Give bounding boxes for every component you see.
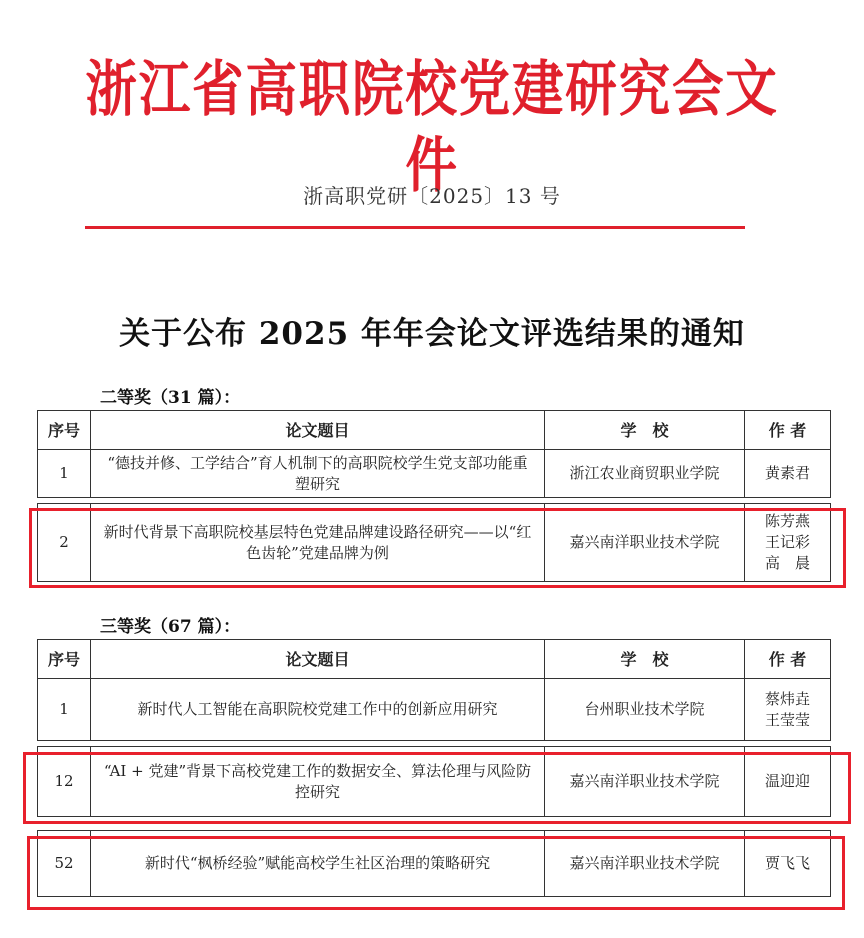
document-number: 浙高职党研〔2025〕13 号 [303,184,561,208]
row-school: 嘉兴南洋职业技术学院 [545,831,745,897]
author-name: 王记彩 [764,533,810,551]
author-name: 蔡炜垚 [764,689,810,708]
document-masthead: 浙江省高职院校党建研究会文件 [85,55,779,201]
author-name: 陈芳燕 [764,512,810,530]
highlight-box-third-prize-row-12 [23,752,851,824]
row-school: 嘉兴南洋职业技术学院 [545,504,745,582]
row-no: 2 [38,504,91,582]
row-topic: 新时代背景下高职院校基层特色党建品牌建设路径研究——以“红色齿轮”党建品牌为例 [91,504,545,582]
row-author [745,679,831,741]
col-no-header: 序号 [38,411,91,450]
row-topic: 新时代“枫桥经验”赋能高校学生社区治理的策略研究 [91,831,545,897]
col-topic-header: 论文题目 [91,640,545,679]
notice-title: 关于公布 2025 年年会论文评选结果的通知 [119,316,745,352]
row-topic: “AI + 党建”背景下高校党建工作的数据安全、算法伦理与风险防控研究 [91,747,545,817]
table-header-row [38,411,831,450]
table-row [38,450,831,498]
row-author: 黄素君 [745,450,831,498]
author-name: 高 晨 [764,554,810,572]
row-author: 贾飞飞 [745,831,831,897]
row-school: 浙江农业商贸职业学院 [545,450,745,498]
row-topic: 新时代人工智能在高职院校党建工作中的创新应用研究 [91,679,545,741]
table-header-row [38,640,831,679]
col-author-header: 作 者 [745,411,831,450]
row-topic: “德技并修、工学结合”育人机制下的高职院校学生党支部功能重塑研究 [91,450,545,498]
col-topic-header: 论文题目 [91,411,545,450]
red-divider [85,226,745,229]
col-school-header: 学 校 [545,411,745,450]
row-no: 1 [38,679,91,741]
third-prize-label: 三等奖（67 篇）： [100,617,241,637]
row-no: 1 [38,450,91,498]
row-author: 温迎迎 [745,747,831,817]
author-name: 王莹莹 [764,710,810,729]
row-no: 12 [38,747,91,817]
row-no: 52 [38,831,91,897]
row-school: 台州职业技术学院 [545,679,745,741]
row-school: 嘉兴南洋职业技术学院 [545,747,745,817]
highlight-box-third-prize-row-52 [27,836,845,910]
highlight-box-second-prize-row-2 [29,508,846,588]
col-no-header: 序号 [38,640,91,679]
second-prize-label: 二等奖（31 篇）： [100,388,241,408]
col-author-header: 作 者 [745,640,831,679]
col-school-header: 学 校 [545,640,745,679]
table-row [38,679,831,741]
